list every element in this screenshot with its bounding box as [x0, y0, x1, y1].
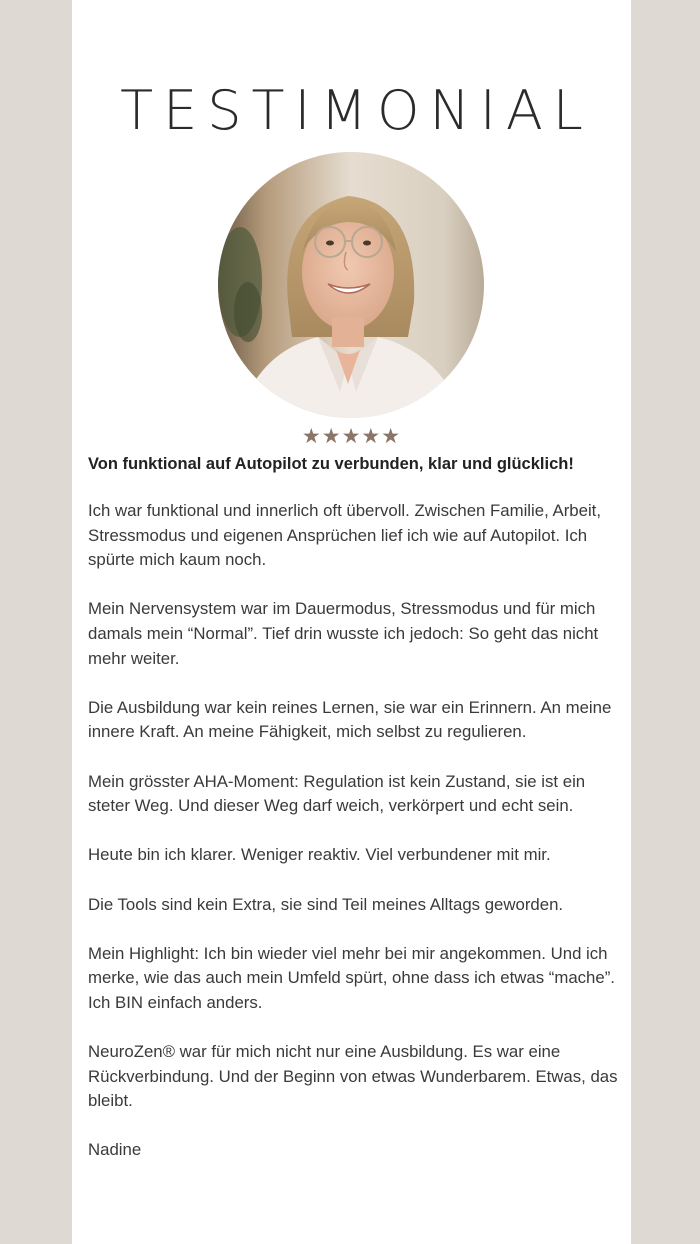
author-name: Nadine — [88, 1140, 142, 1160]
paragraph: Heute bin ich klarer. Weniger reaktiv. Viel verbundener mit mir. — [88, 845, 551, 865]
paragraph: Mein grösster AHA-Moment: Regulation ist kein Zustand, sie ist ein steter Weg. Und dieser Weg darf weich, verkörpert und echt sein. — [88, 771, 586, 816]
paragraph: NeuroZen® war für mich nicht nur eine Ausbildung. Es war eine Rückverbindung. Und der Beginn von etwas Wunderbarem. Etwas, das bleibt. — [88, 1042, 618, 1111]
paragraph: Mein Highlight: Ich bin wieder viel mehr bei mir angekommen. Und ich merke, wie das auch mein Umfeld spürt, ohne dass ich etwas “mache”. Ich BIN einfach anders. — [88, 943, 615, 1012]
testimonial-body — [88, 499, 623, 1188]
paragraph: Ich war funktional und innerlich oft übervoll. Zwischen Familie, Arbeit, Stressmodus und eigenen Ansprüchen lief ich wie auf Autopilot. Ich spürte mich kaum noch. — [88, 501, 601, 570]
paragraph: Die Tools sind kein Extra, sie sind Teil meines Alltags geworden. — [88, 894, 564, 914]
page-title: TESTIMONIAL — [120, 79, 593, 142]
portrait-illustration — [218, 152, 484, 418]
portrait-photo — [218, 152, 484, 418]
rating-stars: ★★★★★ — [301, 424, 402, 448]
testimonial-headline: Von funktional auf Autopilot zu verbunden, klar und glücklich! — [88, 455, 574, 473]
testimonial-card — [72, 0, 631, 1244]
paragraph: Mein Nervensystem war im Dauermodus, Stressmodus und für mich damals mein “Normal”. Tief drin wusste ich jedoch: So geht das nicht mehr weiter. — [88, 599, 599, 668]
paragraph: Die Ausbildung war kein reines Lernen, sie war ein Erinnern. An meine innere Kraft. An meine Fähigkeit, mich selbst zu regulieren. — [88, 697, 612, 742]
